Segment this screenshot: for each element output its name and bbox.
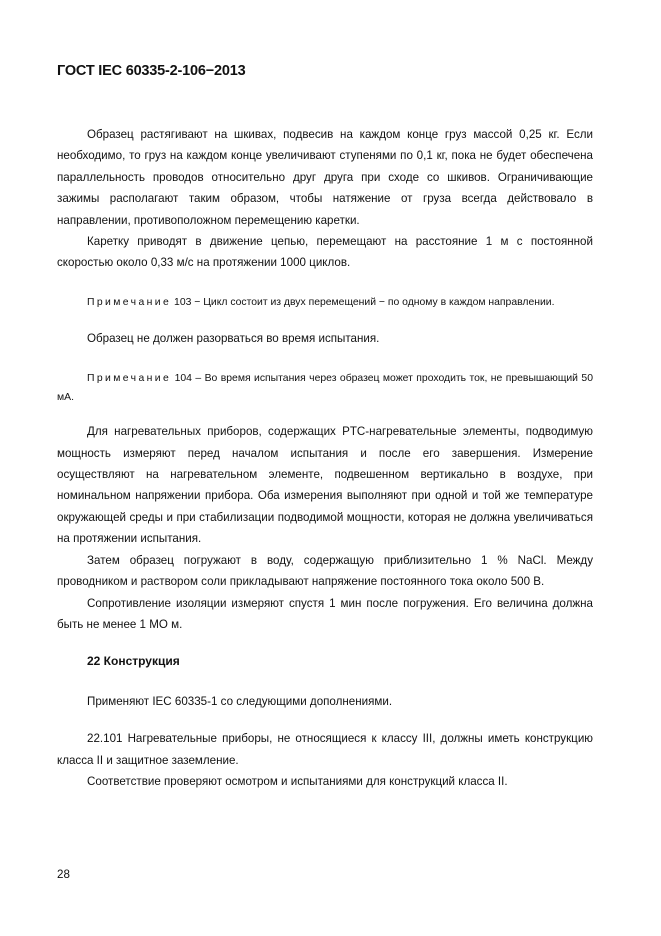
paragraph-ptc-heaters: Для нагревательных приборов, содержащих PTC-нагревательные элементы, подводимую мощность измеряют перед началом испытания и после его завершения. Измерение осуществляют на нагревательном элементе, подвешенном вертикально в воздухе, при номинальном напряжении прибора. Оба измерения выполняют при одной и той же температуре окружающей среды и при стабилизации подводимой мощности, которая не должна увеличиваться на протяжении испытания. — [57, 425, 593, 546]
note-103-text: 103 − Цикл состоит из двух перемещений − по одному в каждом направлении. — [171, 296, 555, 308]
note-103 — [57, 293, 593, 312]
document-header: ГОСТ IEC 60335-2-106−2013 — [57, 63, 246, 79]
page-number: 28 — [57, 868, 70, 881]
section-22-intro: Применяют IEC 60335-1 со следующими дополнениями. — [87, 694, 393, 708]
section-22-title: 22 Конструкция — [87, 654, 180, 669]
clause-22-101: 22.101 Нагревательные приборы, не относящиеся к классу III, должны иметь конструкцию класса II и защитное заземление. — [57, 732, 593, 767]
note-104-text: 104 – Во время испытания через образец может проходить ток, не превышающий 50 мА. — [57, 373, 593, 404]
note-103-label: Примечание — [87, 296, 172, 308]
note-104-label: Примечание — [87, 373, 172, 385]
paragraph-no-break: Образец не должен разорваться во время испытания. — [87, 331, 380, 345]
clause-compliance: Соответствие проверяют осмотром и испытаниями для конструкций класса II. — [87, 774, 508, 788]
paragraph-immersion: Затем образец погружают в воду, содержащую приблизительно 1 % NaCl. Между проводником и раствором соли прикладывают напряжение постоянного тока около 500 В. — [57, 553, 593, 589]
paragraph-insulation-resistance: Сопротивление изоляции измеряют спустя 1 мин после погружения. Его величина должна быть не менее 1 МО м. — [57, 596, 593, 631]
page-content — [57, 124, 593, 792]
note-104 — [57, 369, 593, 407]
paragraph-sample-stretching: Образец растягивают на шкивах, подвесив на каждом конце груз массой 0,25 кг. Если необходимо, то груз на каждом конце увеличивают ступенями по 0,1 кг, пока не будет обеспечена параллельность проводов относительно друг друга при сходе со шкивов. Ограничивающие зажимы располагают таким образом, чтобы натяжение от груза всегда действовало в направлении, противоположном перемещению каретки. — [57, 128, 593, 227]
paragraph-carriage-motion: Каретку приводят в движение цепью, перемещают на расстояние 1 м с постоянной скоростью около 0,33 м/с на протяжении 1000 циклов. — [57, 235, 593, 270]
